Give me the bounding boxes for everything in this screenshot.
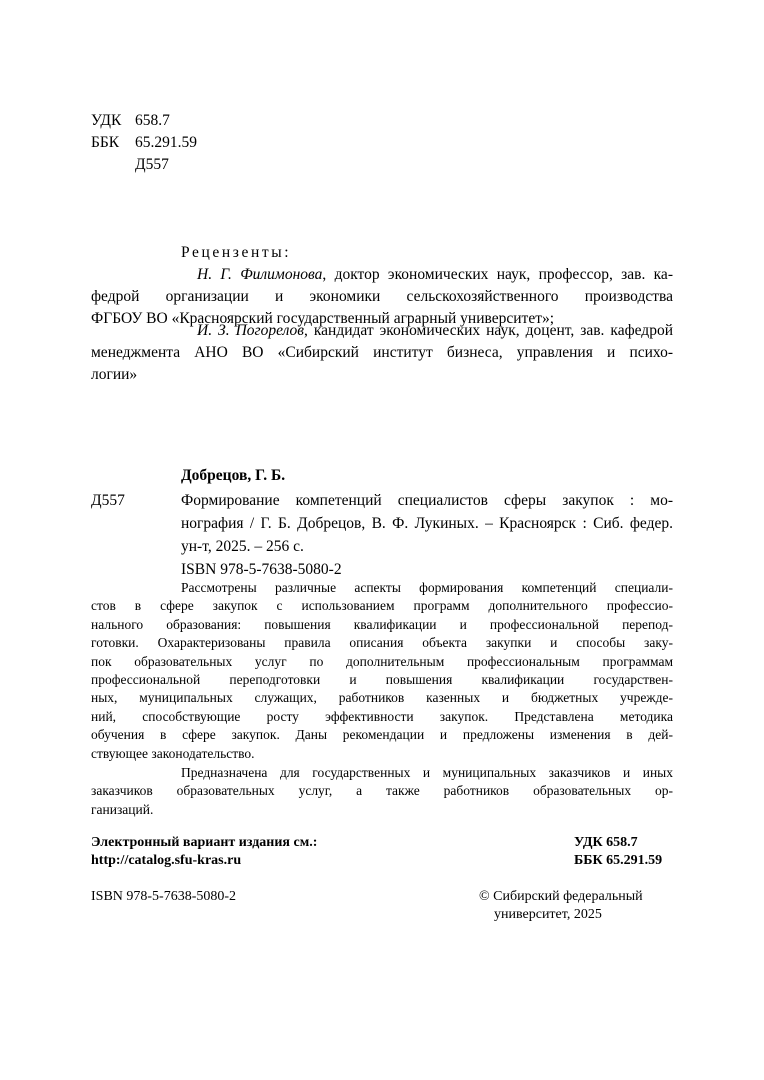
reviewer-2-line-3: логии»: [91, 366, 138, 383]
copyright-line-2: университет, 2025: [494, 907, 602, 922]
bib-isbn: ISBN 978-5-7638-5080-2: [181, 561, 342, 578]
annotation-line: ний, способствующие росту эффективности закупок. Представлена методика: [91, 709, 673, 724]
electronic-label: Электронный вариант издания см.:: [91, 835, 318, 850]
reviewer-1-line-1: Н. Г. Филимонова, доктор экономических наук, профессор, зав. ка-: [197, 266, 673, 283]
annotation-line: ганизаций.: [91, 802, 154, 817]
annotation-line: стов в сфере закупок с использованием программ дополнительного профессио-: [91, 598, 673, 613]
annotation-line: пок образовательных услуг по дополнительным профессиональным программам: [91, 654, 673, 669]
reviewers-heading: Рецензенты:: [181, 244, 292, 261]
annotation-line: ных, муниципальных служащих, работников казенных и бюджетных учрежде-: [91, 690, 673, 705]
annotation-line: профессиональной переподготовки и повышения квалификации государствен-: [91, 672, 673, 687]
bib-line-3: ун-т, 2025. – 256 с.: [181, 538, 304, 555]
electronic-bbk: ББК 65.291.59: [574, 853, 663, 868]
copyright-line-1: © Сибирский федеральный: [479, 889, 643, 904]
udk-label: УДК: [91, 112, 122, 129]
annotation-line: заказчиков образовательных услуг, а также работников образовательных ор-: [91, 783, 673, 798]
author-mark: Д557: [135, 156, 169, 173]
annotation-line: обучения в сфере закупок. Даны рекомендации и предложены изменения в дей-: [91, 727, 673, 742]
bib-mark: Д557: [91, 492, 125, 509]
reviewer-2-line-2: менеджмента АНО ВО «Сибирский институт бизнеса, управления и психо-: [91, 344, 673, 361]
annotation-line: готовки. Охарактеризованы правила описания объекта закупки и способы заку-: [91, 635, 673, 650]
reviewer-1-line-2: федрой организации и экономики сельскохозяйственного производства: [91, 288, 673, 305]
reviewer-1-name: Н. Г. Филимонова: [197, 266, 323, 283]
annotation-line: Предназначена для государственных и муниципальных заказчиков и иных: [181, 765, 673, 780]
udk-value: 658.7: [135, 112, 170, 129]
footer-isbn: ISBN 978-5-7638-5080-2: [91, 889, 237, 904]
bib-line-1: Формирование компетенций специалистов сферы закупок : мо-: [181, 492, 673, 509]
reviewer-2-line-1: И. З. Погорелов, кандидат экономических наук, доцент, зав. кафедрой: [197, 322, 673, 339]
bib-author: Добрецов, Г. Б.: [181, 467, 286, 484]
annotation-line: ствующее законодательство.: [91, 746, 255, 761]
annotation-line: Рассмотрены различные аспекты формирования компетенций специали-: [181, 580, 673, 595]
annotation-line: нального образования: повышения квалификации и профессиональной перепод-: [91, 617, 673, 632]
catalog-url: http://catalog.sfu-kras.ru: [91, 853, 242, 868]
bbk-label: ББК: [91, 134, 120, 151]
bib-line-2: нография / Г. Б. Добрецов, В. Ф. Лукиных. – Красноярск : Сиб. федер.: [181, 515, 673, 532]
electronic-udk: УДК 658.7: [574, 835, 638, 850]
bbk-value: 65.291.59: [135, 134, 197, 151]
reviewer-1-line-3: ФГБОУ ВО «Красноярский государственный аграрный университет»;: [91, 310, 555, 327]
reviewer-2-name: И. З. Погорелов: [197, 322, 304, 339]
